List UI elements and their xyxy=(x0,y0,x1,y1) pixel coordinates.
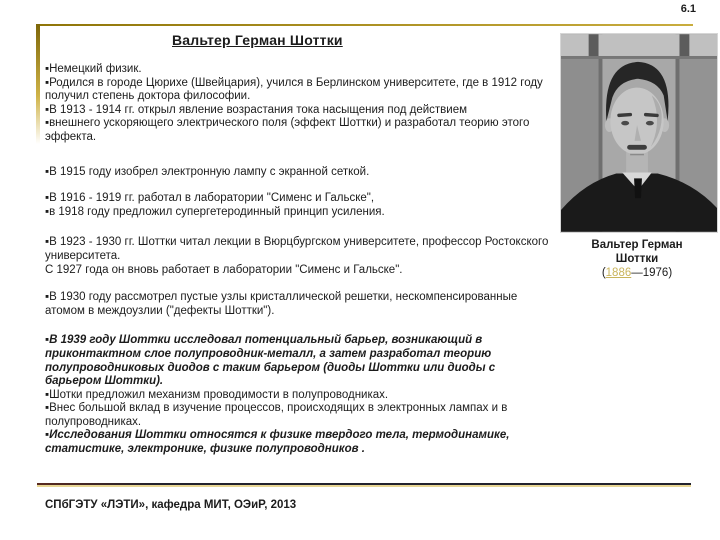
years-suffix: —1976) xyxy=(631,267,673,279)
content-item: ▪Шотки предложил механизм проводимости в полупроводниках. xyxy=(45,388,389,401)
content-groups xyxy=(45,63,550,470)
photo-caption xyxy=(554,238,720,280)
content-item: ▪Немецкий физик. xyxy=(45,63,142,75)
content-group xyxy=(45,334,550,456)
content-item: ▪В 1916 - 1919 гг. работал в лаборатории "Сименс и Гальске", xyxy=(45,192,375,205)
content-group xyxy=(45,291,550,318)
top-rule xyxy=(37,24,693,26)
footer-text: СПбГЭТУ «ЛЭТИ», кафедра МИТ, ОЭиР, 2013 xyxy=(45,499,297,511)
content-item: ▪Родился в городе Цюрихе (Швейцария), учился в Берлинском университете, где в 1912 году получил степень доктора философии. xyxy=(45,76,543,103)
content-item: ▪В 1915 году изобрел электронную лампу с экранной сеткой. xyxy=(45,165,370,178)
content-item: ▪Внес большой вклад в изучение процессов, происходящих в электронных лампах и в полупроводниках. xyxy=(45,402,508,428)
content-item: ▪внешнего ускоряющего электрического поля (эффект Шоттки) и разработал теорию этого эффекта. xyxy=(45,117,530,143)
content-item: ▪В 1930 году рассмотрел пустые узлы кристаллической решетки, нескомпенсированные атомом в междоузлии ("дефекты Шоттки"). xyxy=(45,291,518,317)
years-prefix: ( xyxy=(601,267,606,279)
content-item: ▪В 1939 году Шоттки исследовал потенциальный барьер, возникающий в приконтактном слое полупроводник-металл, а затем разработал теорию полупроводниковых диодов с таким барьером (диоды Шоттки или диоды с барьером Шоттки). xyxy=(45,334,496,388)
content-group xyxy=(45,192,550,219)
year-link[interactable]: 1886 xyxy=(605,267,632,279)
content-item: ▪В 1913 - 1914 гг. открыл явление возрастания тока насыщения под действием xyxy=(45,103,467,116)
caption-name-line1: Вальтер Герман xyxy=(591,239,683,251)
content-group xyxy=(45,166,550,180)
caption-years xyxy=(554,266,720,280)
content-item: ▪Исследования Шоттки относятся к физике твердого тела, термодинамике, статистике, электронике, физике полупроводников . xyxy=(45,429,510,456)
content-item: ▪В 1923 - 1930 гг. Шоттки читал лекции в Вюрцбургском университете, профессор Ростокского университета. xyxy=(45,236,549,262)
content-item: ▪в 1918 году предложил супергетеродинный принцип усиления. xyxy=(45,205,385,218)
content-item: С 1927 года он вновь работает в лаборатории "Сименс и Гальске". xyxy=(45,263,403,276)
footer-rule xyxy=(37,483,691,485)
slide-number: 6.1 xyxy=(680,3,696,15)
caption-name-line2: Шоттки xyxy=(615,253,659,265)
slide-title: Вальтер Герман Шоттки xyxy=(172,32,343,48)
left-accent-bar xyxy=(36,24,40,144)
portrait-photo xyxy=(560,33,718,233)
content-group xyxy=(45,63,550,145)
content-group xyxy=(45,236,550,277)
